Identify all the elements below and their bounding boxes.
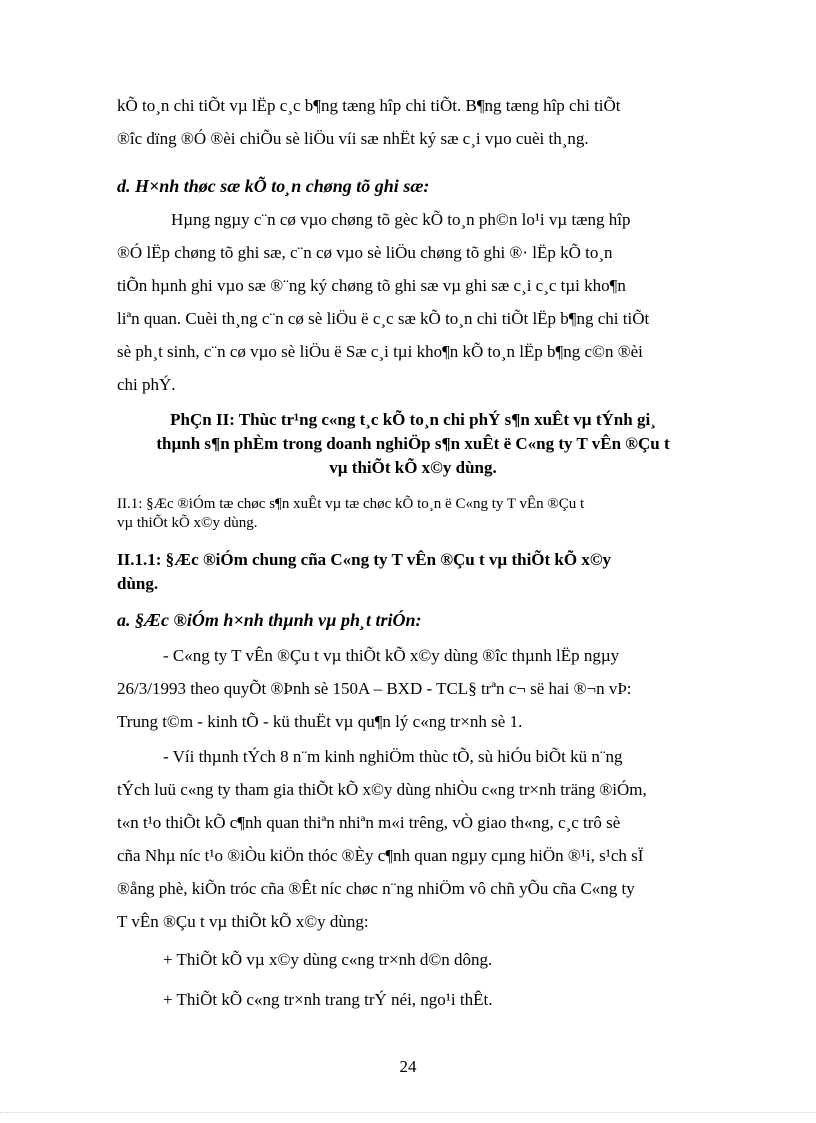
paragraph-line: chi phÝ. bbox=[117, 375, 176, 394]
paragraph-line: ®Ó lËp chøng tõ ghi sæ, c¨n cø vµo sè liÖu chøng tõ ghi ®· lËp kÕ to¸n bbox=[117, 243, 613, 262]
section-ii1-line: II.1: §Æc ®iÓm tæ chøc s¶n xuÊt vµ tæ chøc kÕ to¸n ë C«ng ty T vÊn ®Çu t bbox=[117, 496, 585, 512]
paragraph-line: ®îc dïng ®Ó ®èi chiÕu sè liÖu víi sæ nhËt ký sæ c¸i vµo cuèi th¸ng. bbox=[117, 129, 589, 148]
paragraph-line: T vÊn ®Çu t vµ thiÕt kÕ x©y dùng: bbox=[117, 912, 369, 931]
paragraph-line: tiÕn hµnh ghi vµo sæ ®¨ng ký chøng tõ ghi sæ vµ ghi sæ c¸i c¸c tµi kho¶n bbox=[117, 276, 626, 295]
paragraph-line: Trung t©m - kinh tÕ - kü thuËt vµ qu¶n lý c«ng tr×nh sè 1. bbox=[117, 712, 523, 731]
bullet-item: + ThiÕt kÕ c«ng tr×nh trang trÝ néi, ngo¹i thÊt. bbox=[163, 990, 493, 1009]
paragraph-line: - C«ng ty T vÊn ®Çu t vµ thiÕt kÕ x©y dùng ®îc thµnh lËp ngµy bbox=[163, 646, 620, 665]
paragraph-line: tÝch luü c«ng ty tham gia thiÕt kÕ x©y dùng nhiÒu c«ng tr×nh träng ®iÓm, bbox=[117, 780, 647, 799]
paragraph-line: sè ph¸t sinh, c¨n cø vµo sè liÖu ë Sæ c¸i tµi kho¶n kÕ to¸n lËp b¶ng c©n ®èi bbox=[117, 342, 643, 361]
paragraph-line: liªn quan. Cuèi th¸ng c¨n cø sè liÖu ë c¸c sæ kÕ to¸n chi tiÕt lËp b¶ng chi tiÕt bbox=[117, 309, 650, 328]
paragraph-line: kÕ to¸n chi tiÕt vµ lËp c¸c b¶ng tæng hîp chi tiÕt. B¶ng tæng hîp chi tiÕt bbox=[117, 96, 621, 115]
heading-d: d. H×nh thøc sæ kÕ to¸n chøng tõ ghi sæ: bbox=[117, 176, 430, 196]
section-ii1-line: vµ thiÕt kÕ x©y dùng. bbox=[117, 515, 258, 531]
paragraph-line: Hµng ngµy c¨n cø vµo chøng tõ gèc kÕ to¸n ph©n lo¹i vµ tæng hîp bbox=[171, 210, 631, 229]
part-title-line: PhÇn II: Thùc tr¹ng c«ng t¸c kÕ to¸n chi phÝ s¶n xuÊt vµ tÝnh gi¸ bbox=[170, 410, 656, 429]
heading-a: a. §Æc ®iÓm h×nh thµnh vµ ph¸t triÓn: bbox=[117, 610, 422, 630]
section-ii11-line: dùng. bbox=[117, 574, 159, 593]
paragraph-line: - Víi thµnh tÝch 8 n¨m kinh nghiÖm thùc tÕ, sù hiÓu biÕt kü n¨ng bbox=[163, 747, 623, 766]
paragraph-line: cña Nhµ níc t¹o ®iÒu kiÖn thóc ®Èy c¶nh quan ngµy cµng hiÖn ®¹i, s¹ch sÏ bbox=[117, 846, 644, 865]
paragraph-line: ®ång phè, kiÕn tróc cña ®Êt níc chøc n¨ng nhiÖm vô chñ yÕu cña C«ng ty bbox=[117, 879, 635, 898]
page-bottom-divider bbox=[0, 1112, 816, 1113]
section-ii11-line: II.1.1: §Æc ®iÓm chung cña C«ng ty T vÊn ®Çu t vµ thiÕt kÕ x©y bbox=[117, 550, 612, 569]
page-number: 24 bbox=[399, 1057, 417, 1076]
part-title-line: vµ thiÕt kÕ x©y dùng. bbox=[329, 458, 497, 477]
paragraph-line: 26/3/1993 theo quyÕt ®Þnh sè 150A – BXD - TCL§ trªn c¬ së hai ®¬n vÞ: bbox=[117, 679, 632, 698]
bullet-item: + ThiÕt kÕ vµ x©y dùng c«ng tr×nh d©n dông. bbox=[163, 950, 493, 969]
paragraph-line: t«n t¹o thiÕt kÕ c¶nh quan thiªn nhiªn m«i trêng, vÒ giao th«ng, c¸c trô sè bbox=[117, 813, 621, 832]
part-title-line: thµnh s¶n phÈm trong doanh nghiÖp s¶n xuÊt ë C«ng ty T vÊn ®Çu t bbox=[156, 434, 670, 453]
